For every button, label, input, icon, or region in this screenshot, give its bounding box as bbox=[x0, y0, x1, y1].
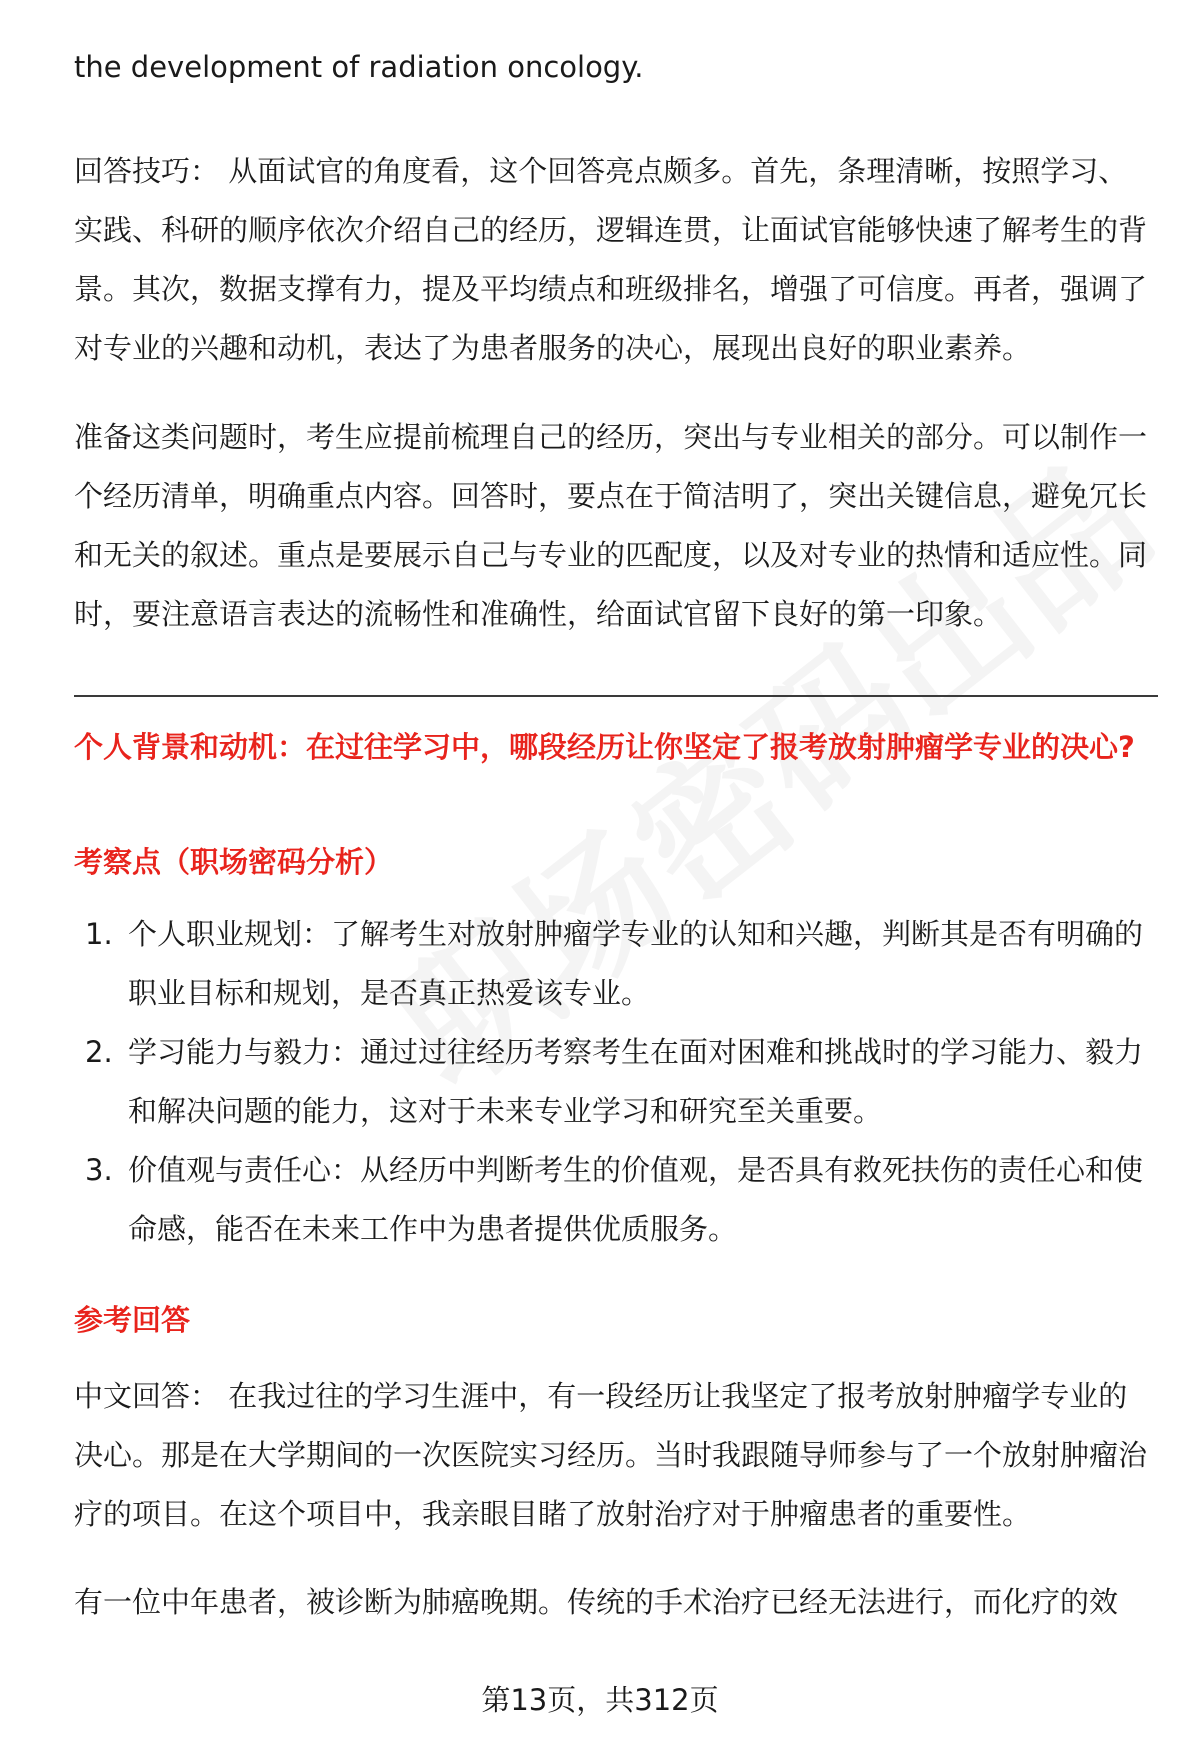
list-item-number: 2. bbox=[85, 1035, 113, 1069]
intro-text: the development of radiation oncology. bbox=[74, 50, 644, 84]
list-item bbox=[74, 1023, 1154, 1141]
list-item-text: 个人职业规划：了解考生对放射肿瘤学专业的认知和兴趣，判断其是否有明确的职业目标和规划，是否真正热爱该专业。 bbox=[128, 917, 1144, 1010]
list-item-number: 1. bbox=[85, 917, 113, 951]
tips-paragraph: 回答技巧： 从面试官的角度看，这个回答亮点颇多。首先，条理清晰，按照学习、实践、科研的顺序依次介绍自己的经历，逻辑连贯，让面试官能够快速了解考生的背景。其次，数据支撑有力，提及平均绩点和班级排名，增强了可信度。再者，强调了对专业的兴趣和动机，表达了为患者服务的决心，展现出良好的职业素养。 bbox=[74, 154, 1148, 365]
answer-paragraph-continued: 有一位中年患者，被诊断为肺癌晚期。传统的手术治疗已经无法进行，而化疗的效 bbox=[74, 1585, 1119, 1619]
answer-paragraph: 中文回答： 在我过往的学习生涯中，有一段经历让我坚定了报考放射肿瘤学专业的决心。那是在大学期间的一次医院实习经历。当时我跟随导师参与了一个放射肿瘤治疗的项目。在这个项目中，我亲眼目睹了放射治疗对于肿瘤患者的重要性。 bbox=[74, 1379, 1148, 1531]
list-item bbox=[74, 905, 1154, 1023]
section-divider bbox=[74, 695, 1158, 697]
exam-points-list bbox=[74, 905, 1154, 1259]
list-item-text: 价值观与责任心：从经历中判断考生的价值观，是否具有救死扶伤的责任心和使命感，能否在未来工作中为患者提供优质服务。 bbox=[128, 1153, 1144, 1246]
prep-paragraph: 准备这类问题时，考生应提前梳理自己的经历，突出与专业相关的部分。可以制作一个经历清单，明确重点内容。回答时，要点在于简洁明了，突出关键信息，避免冗长和无关的叙述。重点是要展示自己与专业的匹配度，以及对专业的热情和适应性。同时，要注意语言表达的流畅性和准确性，给面试官留下良好的第一印象。 bbox=[74, 420, 1148, 631]
exam-points-title: 考察点（职场密码分析） bbox=[74, 845, 394, 879]
page-number-footer: 第13页，共312页 bbox=[481, 1683, 719, 1717]
list-item bbox=[74, 1141, 1154, 1259]
list-item-text: 学习能力与毅力：通过过往经历考察考生在面对困难和挑战时的学习能力、毅力和解决问题的能力，这对于未来专业学习和研究至关重要。 bbox=[128, 1035, 1144, 1128]
reference-answer-title: 参考回答 bbox=[74, 1303, 191, 1337]
question-heading: 个人背景和动机：在过往学习中，哪段经历让你坚定了报考放射肿瘤学专业的决心? bbox=[74, 730, 1135, 764]
list-item-number: 3. bbox=[85, 1153, 113, 1187]
